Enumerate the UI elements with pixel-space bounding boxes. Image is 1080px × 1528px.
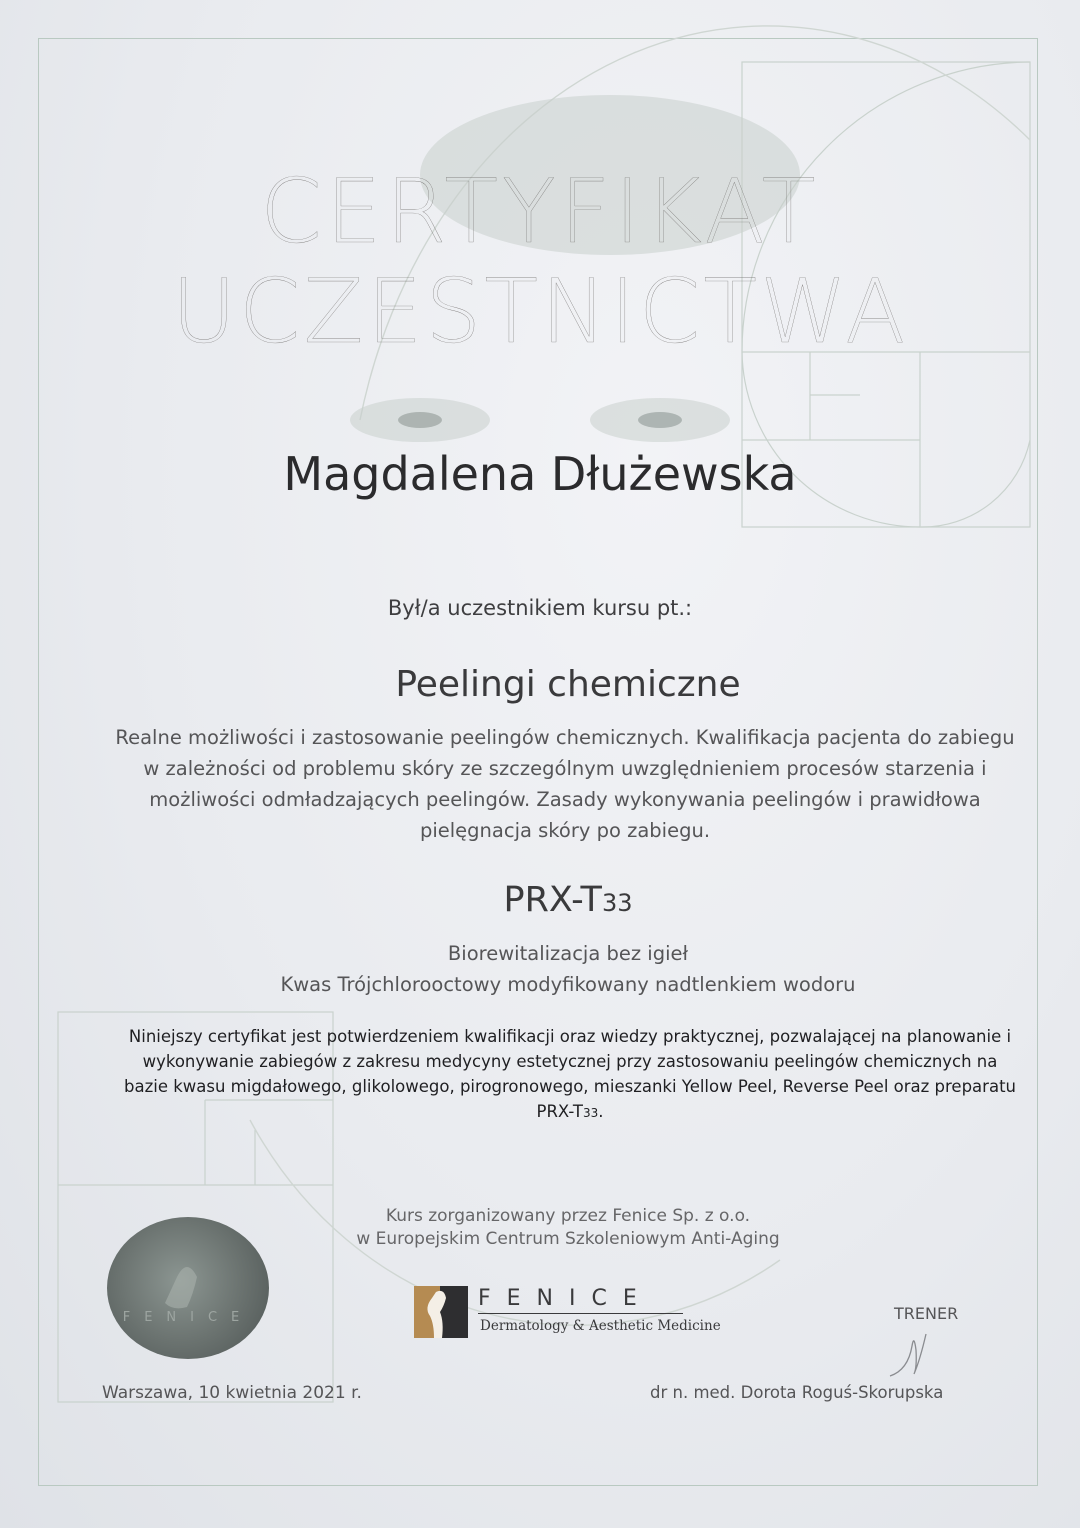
certificate-title-line2: UCZESTNICTWA — [171, 260, 909, 363]
trainer-name: dr n. med. Dorota Roguś-Skorupska — [650, 1383, 944, 1402]
logo-tagline: Dermatology & Aesthetic Medicine — [480, 1318, 721, 1334]
place-date: Warszawa, 10 kwietnia 2021 r. — [102, 1383, 362, 1403]
product-name: PRX-T — [503, 880, 602, 920]
course-description: Realne możliwości i zastosowanie peelingów chemicznych. Kwalifikacja pacjenta do zabiegu w zależności od problemu skóry ze szczególnym uwzględnieniem procesów starzenia i możliwości odmładzających peelingów. Zasady wykonywania peelingów i prawidłowa pielęgnacja skóry po zabiegu. — [115, 726, 1015, 842]
product-description — [0, 938, 1080, 1000]
product-subscript: 33 — [601, 889, 633, 917]
lead-in-text: Był/a uczestnikiem kursu pt.: — [387, 596, 693, 620]
product-line2: Kwas Trójchlorooctowy modyfikowany nadtlenkiem wodoru — [280, 973, 856, 996]
certification-statement — [120, 1024, 1020, 1126]
organizer-line2: w Europejskim Centrum Szkoleniowym Anti-Aging — [356, 1229, 780, 1249]
participant-name: Magdalena Dłużewska — [283, 447, 797, 501]
logo-divider — [478, 1313, 683, 1314]
product-title — [0, 880, 1080, 920]
fenice-figure-icon — [414, 1286, 468, 1338]
trainer-label: TRENER — [894, 1304, 959, 1323]
statement-end: . — [598, 1102, 604, 1121]
organizer-line1: Kurs zorganizowany przez Fenice Sp. z o.o. — [385, 1206, 751, 1226]
logo-name: FENICE — [478, 1286, 653, 1311]
fenice-logo — [414, 1286, 721, 1338]
course-title: Peelingi chemiczne — [395, 664, 741, 705]
certificate-title-line1: CERTYFIKAT — [260, 160, 820, 263]
hologram-figure-icon — [107, 1217, 269, 1359]
statement-subscript: 33 — [582, 1106, 599, 1120]
product-line1: Biorewitalizacja bez igieł — [447, 942, 689, 965]
statement-text: Niniejszy certyfikat jest potwierdzeniem kwalifikacji oraz wiedzy praktycznej, pozwalającej na planowanie i wykonywanie zabiegów z zakresu medycyny estetycznej przy zastosowaniu peelingów chemicznych na bazie kwasu migdałowego, glikolowego, pirogronowego, mieszanki Yellow Peel, Reverse Peel oraz preparatu PRX-T — [123, 1027, 1016, 1121]
signature-mark — [880, 1326, 950, 1386]
hologram-seal — [107, 1217, 269, 1359]
hologram-text: FENICE — [122, 1310, 254, 1325]
